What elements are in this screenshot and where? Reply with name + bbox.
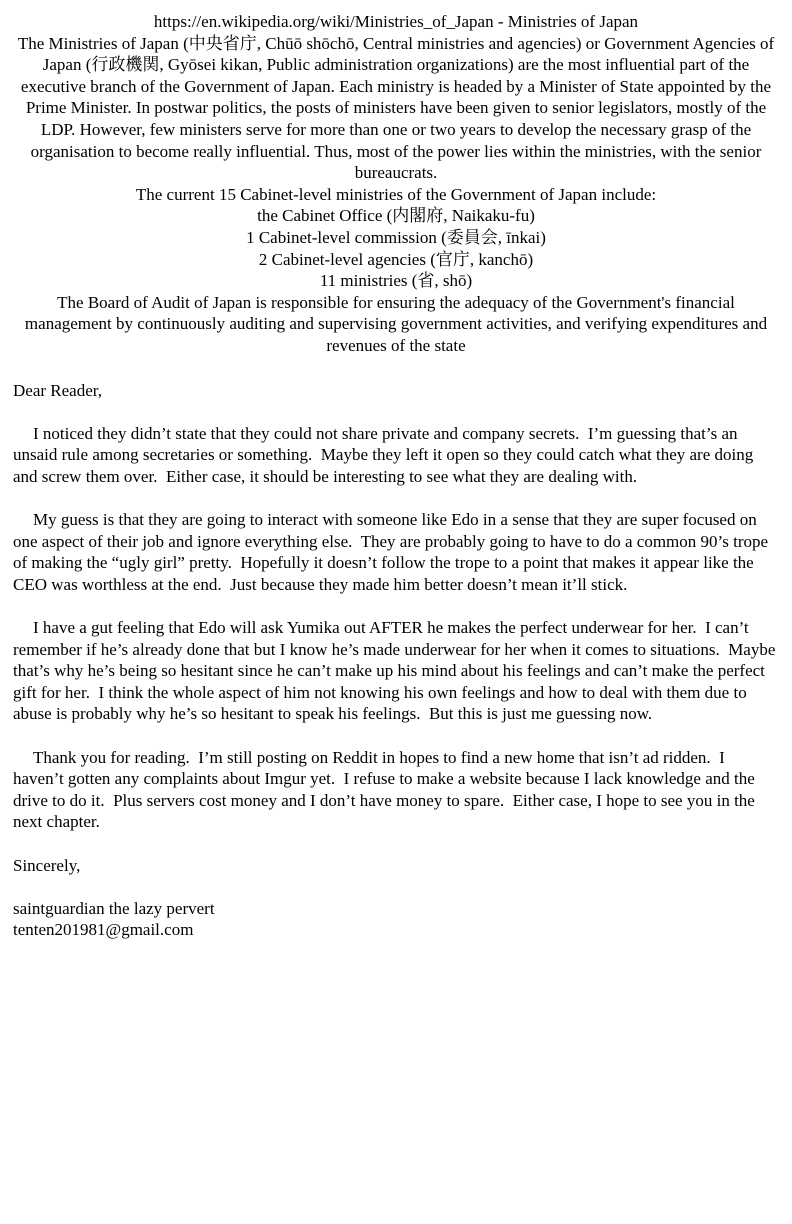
letter-paragraph: Thank you for reading. I’m still posting on Reddit in hopes to find a new home that isn’t ad ridden. I haven’t gotten any complaints about Imgur yet. I refuse to make a website because I lack knowledge and the drive to do it. Plus servers cost money and I don’t have money to spare. Either case, I hope to see you in the next chapter. [13, 747, 760, 832]
wiki-excerpt [13, 11, 779, 357]
reader-letter [13, 380, 779, 941]
letter-paragraph: I have a gut feeling that Edo will ask Yumika out AFTER he makes the perfect underwear for her. I can’t remember if he’s already done that but I know he’s made underwear for her when it comes to situations. Maybe that’s why he’s being so hesitant since he can’t make up his mind about his feelings and can’t make the perfect gift for her. I think the whole aspect of him not knowing his own feelings and how to deal with them due to abuse is probably why he’s so hesitant to speak his feelings. But this is just me guessing now. [13, 618, 780, 724]
ministries-list-intro: The current 15 Cabinet-level ministries of the Government of Japan include: [135, 184, 657, 204]
source-url: https://en.wikipedia.org/wiki/Ministries_of_Japan - Ministries of Japan [153, 12, 639, 31]
letter-paragraph: My guess is that they are going to interact with someone like Edo in a sense that they are super focused on one aspect of their job and ignore everything else. They are probably going to have to do a common 90’s trope of making the “ugly girl” pretty. Hopefully it doesn’t follow the trope to a point that makes it appear like the CEO was worthless at the end. Just because they made him better doesn’t mean it’ll stick. [13, 510, 773, 594]
wiki-paragraph: The Ministries of Japan (中央省庁, Chūō shōchō, Central ministries and agencies) or Government Agencies of Japan (行政機関, Gyōsei kikan, Public administration organizations) are the most influential part of the executive branch of the Government of Japan. Each ministry is headed by a Minister of State appointed by the Prime Minister. In postwar politics, the posts of ministers have been given to senior legislators, mostly of the LDP. However, few ministers serve for more than one or two years to develop the necessary grasp of the organisation to become really influential. Thus, most of the power lies within the ministries, with the senior bureaucrats. [17, 33, 775, 183]
ministry-list-item: 11 ministries (省, shō) [319, 271, 473, 291]
letter-paragraph: I noticed they didn’t state that they could not share private and company secrets. I’m guessing that’s an unsaid rule among secretaries or something. Maybe they left it open so they could catch what they are doing and screw them over. Either case, it should be interesting to see what they are dealing with. [13, 423, 758, 486]
closing: Sincerely, [13, 855, 81, 875]
signature-email: tenten201981@gmail.com [13, 920, 194, 940]
ministry-list-item: 2 Cabinet-level agencies (官庁, kanchō) [258, 249, 534, 269]
signature-name: saintguardian the lazy pervert [13, 898, 215, 918]
board-note: The Board of Audit of Japan is responsible for ensuring the adequacy of the Government's financial management by continuously auditing and supervising government activities, and verifying expenditures and revenues of the state [24, 292, 768, 355]
salutation: Dear Reader, [13, 380, 102, 400]
ministry-list-item: 1 Cabinet-level commission (委員会, īnkai) [246, 227, 546, 247]
ministry-list-item: the Cabinet Office (内閣府, Naikaku-fu) [257, 206, 535, 226]
